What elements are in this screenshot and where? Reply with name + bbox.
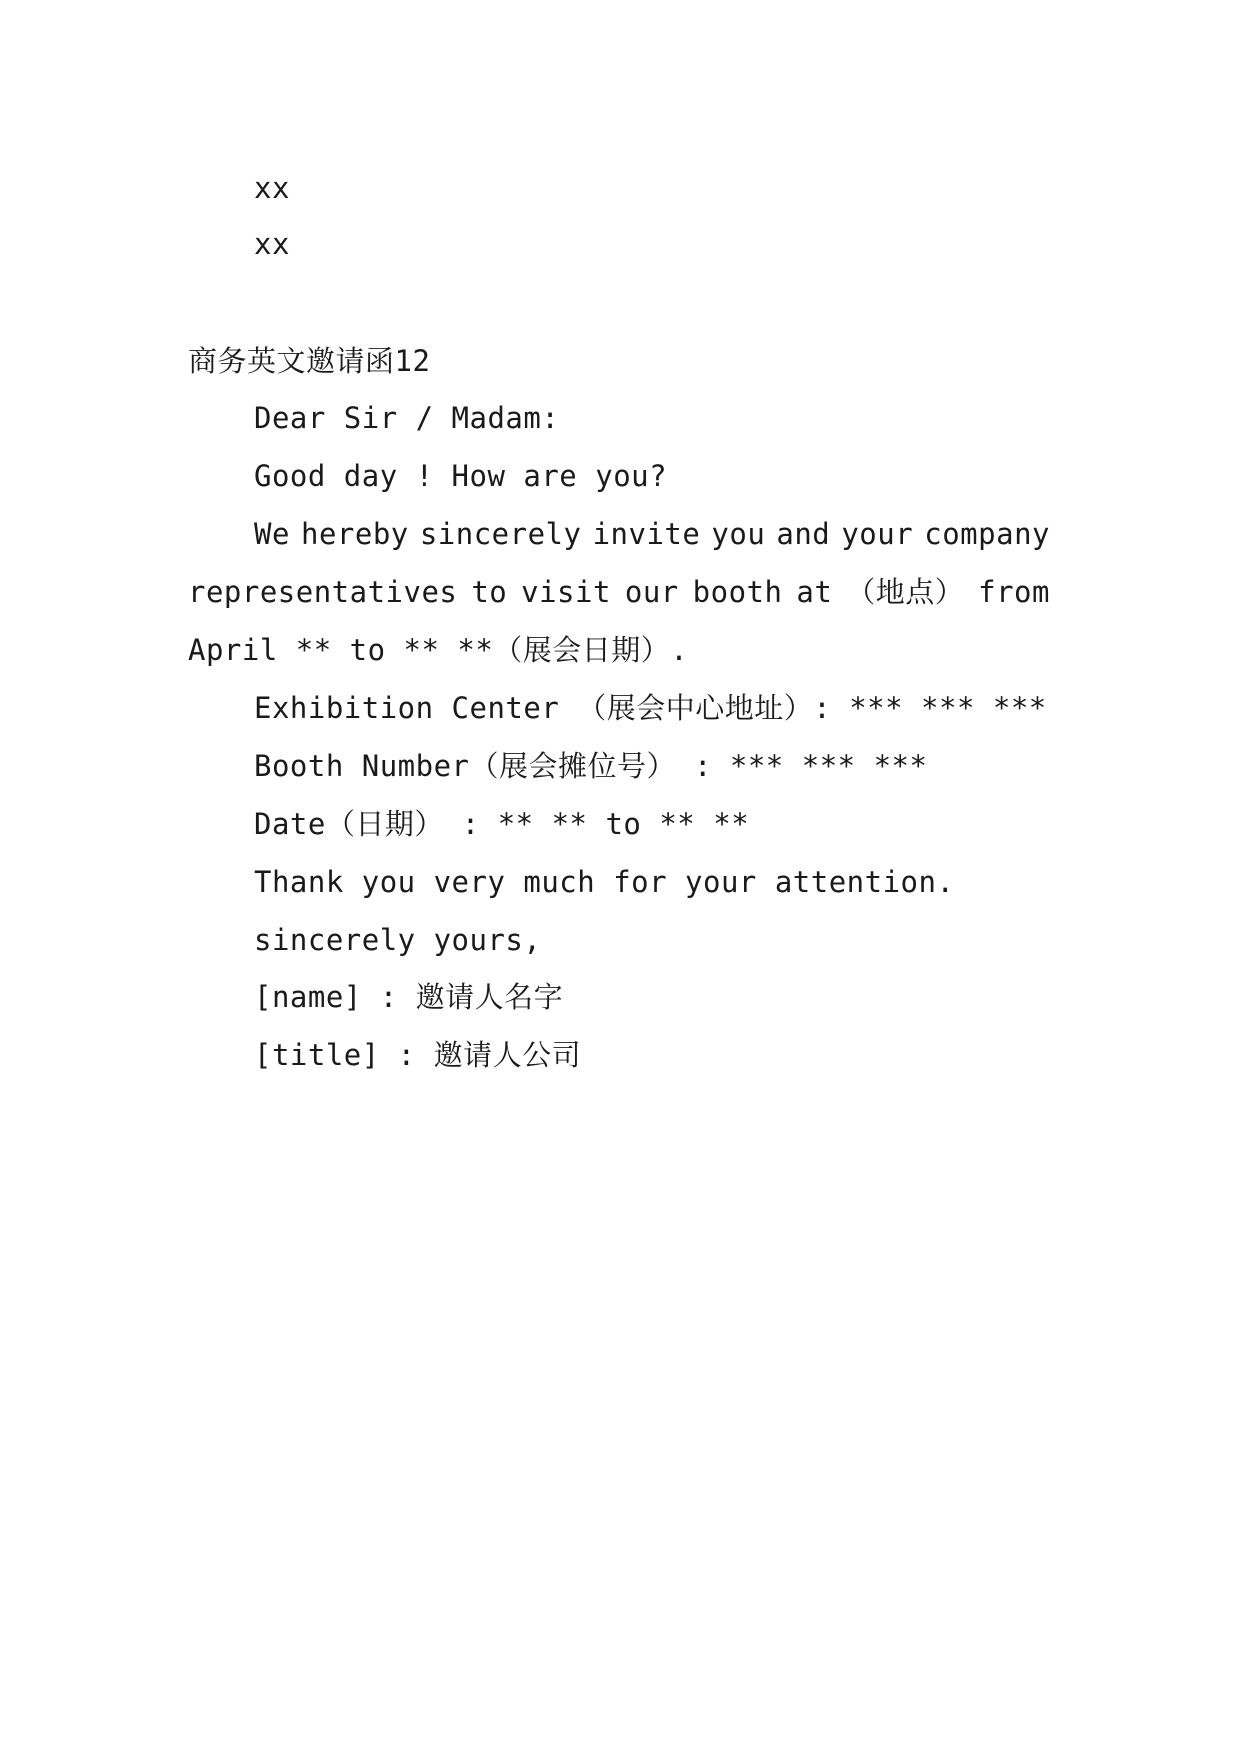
name-line: [name] : 邀请人名字: [254, 980, 564, 1014]
word: to: [471, 575, 508, 609]
placeholder-line-1: xx: [254, 171, 290, 205]
word: you: [711, 517, 766, 551]
paragraph-line-3: April ** to ** **（展会日期）.: [188, 633, 689, 667]
word: at: [796, 575, 833, 609]
date-line: Date（日期） : ** ** to ** **: [254, 807, 750, 841]
paragraph-line-1: [254, 514, 1050, 554]
paragraph-line-2: [188, 572, 1050, 612]
word: and: [776, 517, 831, 551]
salutation: Dear Sir / Madam:: [254, 401, 560, 435]
title-line: [title] : 邀请人公司: [254, 1038, 582, 1072]
signoff: sincerely yours,: [254, 923, 542, 957]
word: We: [254, 517, 290, 551]
word: （地点）: [846, 575, 965, 609]
word: visit: [521, 575, 611, 609]
letter-heading: 商务英文邀请函12: [188, 344, 431, 378]
word: booth: [692, 575, 783, 609]
booth-number-line: Booth Number（展会摊位号） : *** *** ***: [254, 749, 928, 783]
word: our: [624, 575, 679, 609]
placeholder-line-2: xx: [254, 227, 290, 261]
word: your: [841, 517, 914, 551]
word: representatives: [188, 575, 458, 609]
exhibition-center-line: Exhibition Center （展会中心地址）: *** *** ***: [254, 691, 1047, 725]
word: invite: [592, 517, 701, 551]
word: hereby: [301, 517, 409, 551]
greeting: Good day ! How are you?: [254, 459, 668, 493]
closing-thanks: Thank you very much for your attention.: [254, 865, 955, 899]
word: sincerely: [419, 517, 582, 551]
word: company: [924, 517, 1050, 551]
word: from: [978, 575, 1050, 609]
